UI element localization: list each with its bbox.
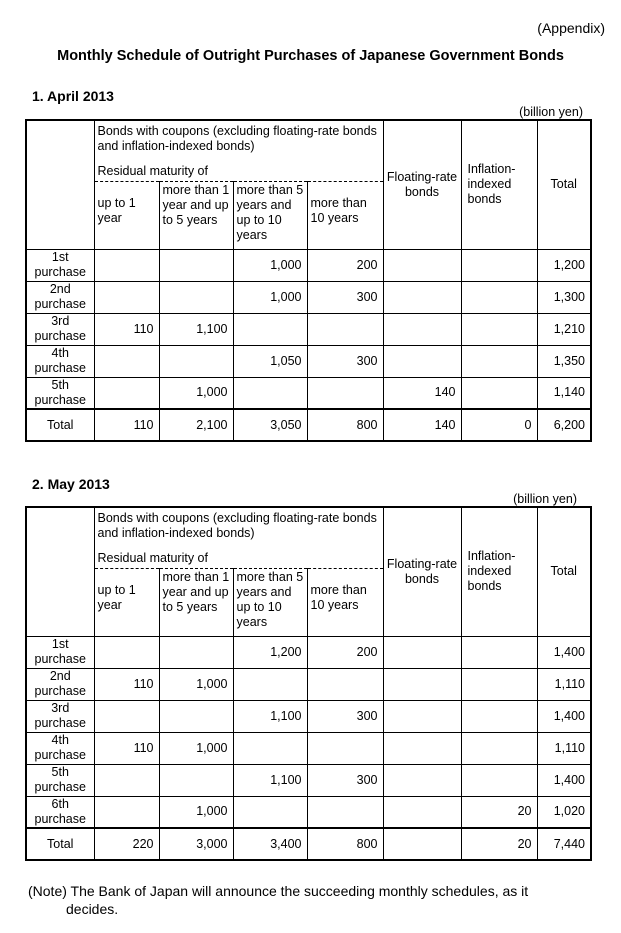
row-label: 4th purchase	[26, 732, 94, 764]
cell-1-to-5	[159, 700, 233, 732]
header-1-to-5-years: more than 1 year and up to 5 years	[159, 181, 233, 249]
table-body	[26, 636, 591, 860]
total-up-to-1: 110	[94, 409, 159, 441]
table-row	[26, 668, 591, 700]
cell-up-to-1: 110	[94, 732, 159, 764]
schedule-table-april	[25, 119, 592, 442]
cell-floating	[383, 668, 461, 700]
total-1-to-5: 2,100	[159, 409, 233, 441]
cell-1-to-5	[159, 636, 233, 668]
header-residual-maturity: Residual maturity of	[94, 161, 383, 181]
header-over-10-years: more than 10 years	[307, 568, 383, 636]
table-row	[26, 700, 591, 732]
footnote-line-1: (Note) The Bank of Japan will announce the succeeding monthly schedules, as it	[28, 883, 529, 899]
total-grand: 6,200	[537, 409, 591, 441]
cell-floating	[383, 700, 461, 732]
row-label: 5th purchase	[26, 764, 94, 796]
row-label: 3rd purchase	[26, 700, 94, 732]
appendix-label: (Appendix)	[537, 20, 605, 36]
cell-floating	[383, 281, 461, 313]
header-corner-cell	[26, 507, 94, 636]
total-label: Total	[26, 828, 94, 860]
cell-5-to-10: 1,050	[233, 345, 307, 377]
cell-up-to-1	[94, 636, 159, 668]
cell-inflation	[461, 732, 537, 764]
row-label: 2nd purchase	[26, 668, 94, 700]
total-row	[26, 828, 591, 860]
cell-total: 1,140	[537, 377, 591, 409]
cell-over-10: 300	[307, 764, 383, 796]
cell-5-to-10: 1,200	[233, 636, 307, 668]
header-1-to-5-years: more than 1 year and up to 5 years	[159, 568, 233, 636]
table-header	[26, 507, 591, 636]
table-row	[26, 345, 591, 377]
cell-5-to-10: 1,100	[233, 700, 307, 732]
total-up-to-1: 220	[94, 828, 159, 860]
table-row	[26, 732, 591, 764]
row-label: 1st purchase	[26, 249, 94, 281]
cell-1-to-5	[159, 764, 233, 796]
cell-floating	[383, 249, 461, 281]
cell-over-10	[307, 313, 383, 345]
cell-inflation	[461, 249, 537, 281]
cell-total: 1,110	[537, 668, 591, 700]
cell-total: 1,210	[537, 313, 591, 345]
cell-5-to-10	[233, 732, 307, 764]
total-1-to-5: 3,000	[159, 828, 233, 860]
footnote-line-2: decides.	[66, 901, 119, 917]
total-floating	[383, 828, 461, 860]
cell-up-to-1	[94, 377, 159, 409]
cell-5-to-10: 1,100	[233, 764, 307, 796]
cell-inflation	[461, 636, 537, 668]
total-row	[26, 409, 591, 441]
cell-1-to-5	[159, 345, 233, 377]
footnote	[28, 882, 598, 918]
header-bonds-with-coupons: Bonds with coupons (excluding floating-rate bonds and inflation-indexed bonds)	[94, 507, 383, 548]
cell-total: 1,400	[537, 764, 591, 796]
header-residual-maturity: Residual maturity of	[94, 548, 383, 568]
cell-floating	[383, 636, 461, 668]
cell-floating	[383, 764, 461, 796]
unit-label-april: (billion yen)	[519, 105, 583, 119]
schedule-table-may	[25, 506, 592, 861]
total-over-10: 800	[307, 828, 383, 860]
document-title: Monthly Schedule of Outright Purchases of Japanese Government Bonds	[57, 48, 564, 64]
cell-over-10	[307, 377, 383, 409]
cell-floating	[383, 313, 461, 345]
cell-total: 1,020	[537, 796, 591, 828]
cell-over-10: 200	[307, 249, 383, 281]
cell-total: 1,300	[537, 281, 591, 313]
table-row	[26, 313, 591, 345]
cell-1-to-5: 1,100	[159, 313, 233, 345]
header-inflation-indexed: Inflation-indexed bonds	[461, 507, 537, 636]
cell-5-to-10	[233, 796, 307, 828]
header-up-to-1-year: up to 1 year	[94, 568, 159, 636]
cell-over-10	[307, 732, 383, 764]
cell-total: 1,350	[537, 345, 591, 377]
cell-5-to-10	[233, 313, 307, 345]
cell-up-to-1	[94, 345, 159, 377]
cell-over-10	[307, 796, 383, 828]
cell-up-to-1	[94, 764, 159, 796]
header-bonds-with-coupons: Bonds with coupons (excluding floating-rate bonds and inflation-indexed bonds)	[94, 120, 383, 161]
cell-up-to-1	[94, 796, 159, 828]
table-row	[26, 636, 591, 668]
cell-1-to-5: 1,000	[159, 668, 233, 700]
cell-over-10: 300	[307, 281, 383, 313]
section-heading-may: 2. May 2013	[32, 476, 110, 492]
total-over-10: 800	[307, 409, 383, 441]
total-label: Total	[26, 409, 94, 441]
cell-over-10: 300	[307, 345, 383, 377]
table-row	[26, 281, 591, 313]
total-inflation: 0	[461, 409, 537, 441]
header-total: Total	[537, 120, 591, 249]
cell-inflation	[461, 700, 537, 732]
cell-inflation	[461, 668, 537, 700]
cell-5-to-10: 1,000	[233, 281, 307, 313]
header-total: Total	[537, 507, 591, 636]
unit-label-may: (billion yen)	[513, 492, 577, 506]
cell-inflation	[461, 313, 537, 345]
cell-up-to-1	[94, 700, 159, 732]
row-label: 2nd purchase	[26, 281, 94, 313]
cell-inflation: 20	[461, 796, 537, 828]
cell-up-to-1: 110	[94, 313, 159, 345]
cell-5-to-10: 1,000	[233, 249, 307, 281]
total-grand: 7,440	[537, 828, 591, 860]
cell-floating	[383, 732, 461, 764]
row-label: 3rd purchase	[26, 313, 94, 345]
cell-inflation	[461, 764, 537, 796]
table-header	[26, 120, 591, 249]
table-row	[26, 377, 591, 409]
cell-inflation	[461, 377, 537, 409]
table-row	[26, 796, 591, 828]
total-5-to-10: 3,400	[233, 828, 307, 860]
row-label: 6th purchase	[26, 796, 94, 828]
cell-total: 1,110	[537, 732, 591, 764]
cell-1-to-5	[159, 249, 233, 281]
cell-1-to-5	[159, 281, 233, 313]
cell-total: 1,400	[537, 700, 591, 732]
cell-over-10	[307, 668, 383, 700]
cell-floating	[383, 345, 461, 377]
table-row	[26, 249, 591, 281]
total-inflation: 20	[461, 828, 537, 860]
total-5-to-10: 3,050	[233, 409, 307, 441]
cell-1-to-5: 1,000	[159, 796, 233, 828]
table-row	[26, 764, 591, 796]
cell-5-to-10	[233, 668, 307, 700]
table-body	[26, 249, 591, 441]
cell-total: 1,200	[537, 249, 591, 281]
cell-over-10: 200	[307, 636, 383, 668]
cell-total: 1,400	[537, 636, 591, 668]
cell-up-to-1: 110	[94, 668, 159, 700]
cell-up-to-1	[94, 249, 159, 281]
cell-inflation	[461, 281, 537, 313]
section-heading-april: 1. April 2013	[32, 88, 114, 104]
row-label: 5th purchase	[26, 377, 94, 409]
header-5-to-10-years: more than 5 years and up to 10 years	[233, 568, 307, 636]
header-over-10-years: more than 10 years	[307, 181, 383, 249]
header-floating-rate: Floating-rate bonds	[383, 507, 461, 636]
cell-floating: 140	[383, 377, 461, 409]
cell-1-to-5: 1,000	[159, 377, 233, 409]
cell-5-to-10	[233, 377, 307, 409]
cell-inflation	[461, 345, 537, 377]
cell-over-10: 300	[307, 700, 383, 732]
header-up-to-1-year: up to 1 year	[94, 181, 159, 249]
total-floating: 140	[383, 409, 461, 441]
row-label: 1st purchase	[26, 636, 94, 668]
header-inflation-indexed: Inflation-indexed bonds	[461, 120, 537, 249]
header-corner-cell	[26, 120, 94, 249]
header-floating-rate: Floating-rate bonds	[383, 120, 461, 249]
header-5-to-10-years: more than 5 years and up to 10 years	[233, 181, 307, 249]
cell-floating	[383, 796, 461, 828]
cell-1-to-5: 1,000	[159, 732, 233, 764]
cell-up-to-1	[94, 281, 159, 313]
row-label: 4th purchase	[26, 345, 94, 377]
